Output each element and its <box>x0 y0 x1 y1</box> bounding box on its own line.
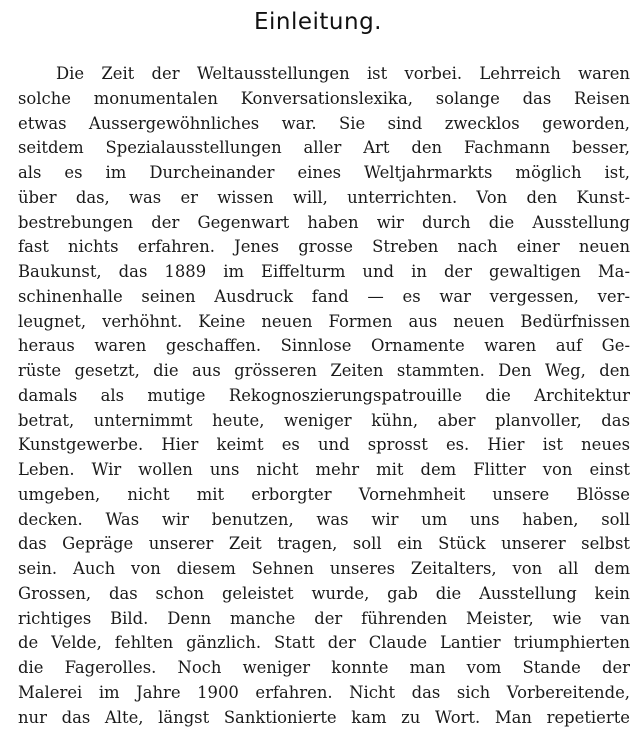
text-line: solche monumentalen Konversationslexika, solange das Reisen <box>18 88 630 108</box>
page-title: Einleitung. <box>253 9 382 35</box>
text-line: umgeben, nicht mit erborgter Vornehmheit unsere Blösse <box>18 484 630 504</box>
text-line: als es im Durcheinander eines Weltjahrmarkts möglich ist, <box>18 163 630 182</box>
text-line: betrat, unternimmt heute, weniger kühn, aber planvoller, das <box>18 410 630 430</box>
text-line: etwas Aussergewöhnliches war. Sie sind zwecklos geworden, <box>18 113 630 133</box>
text-line: Grossen, das schon geleistet wurde, gab die Ausstellung kein <box>18 583 630 603</box>
text-line: Leben. Wir wollen uns nicht mehr mit dem Flitter von einst <box>18 460 630 479</box>
text-line: damals als mutige Rekognoszierungspatrouille die Architektur <box>18 385 630 405</box>
text-line: schinenhalle seinen Ausdruck fand — es war vergessen, ver- <box>18 286 630 306</box>
text-line: richtiges Bild. Denn manche der führenden Meister, wie van <box>18 608 630 628</box>
text-line: heraus waren geschaffen. Sinnlose Ornamente waren auf Ge- <box>18 336 630 356</box>
text-line: Kunstgewerbe. Hier keimt es und sprosst es. Hier ist neues <box>18 435 630 455</box>
body-paragraph <box>18 62 630 730</box>
text-line: leugnet, verhöhnt. Keine neuen Formen aus neuen Bedürfnissen <box>18 311 630 331</box>
text-line: Baukunst, das 1889 im Eiffelturm und in der gewaltigen Ma- <box>18 262 630 281</box>
text-line: rüste gesetzt, die aus grösseren Zeiten stammten. Den Weg, den <box>18 361 630 380</box>
text-line: decken. Was wir benutzen, was wir um uns haben, soll <box>18 509 630 529</box>
text-line: über das, was er wissen will, unterrichten. Von den Kunst- <box>18 187 630 207</box>
text-line: Malerei im Jahre 1900 erfahren. Nicht das sich Vorbereitende, <box>18 682 630 702</box>
text-line: die Fagerolles. Noch weniger konnte man vom Stande der <box>18 658 630 677</box>
text-line: das Gepräge unserer Zeit tragen, soll ein Stück unserer selbst <box>18 534 630 554</box>
text-line: Die Zeit der Weltausstellungen ist vorbei. Lehrreich waren <box>56 64 630 83</box>
text-line: seitdem Spezialausstellungen aller Art den Fachmann besser, <box>18 138 630 158</box>
text-line: de Velde, fehlten gänzlich. Statt der Claude Lantier triumphierten <box>18 633 630 653</box>
text-line: fast nichts erfahren. Jenes grosse Streben nach einer neuen <box>18 237 630 257</box>
text-line: nur das Alte, längst Sanktionierte kam zu Wort. Man repetierte <box>18 707 630 727</box>
text-line: sein. Auch von diesem Sehnen unseres Zeitalters, von all dem <box>18 559 630 578</box>
text-line: bestrebungen der Gegenwart haben wir durch die Ausstellung <box>18 212 630 232</box>
